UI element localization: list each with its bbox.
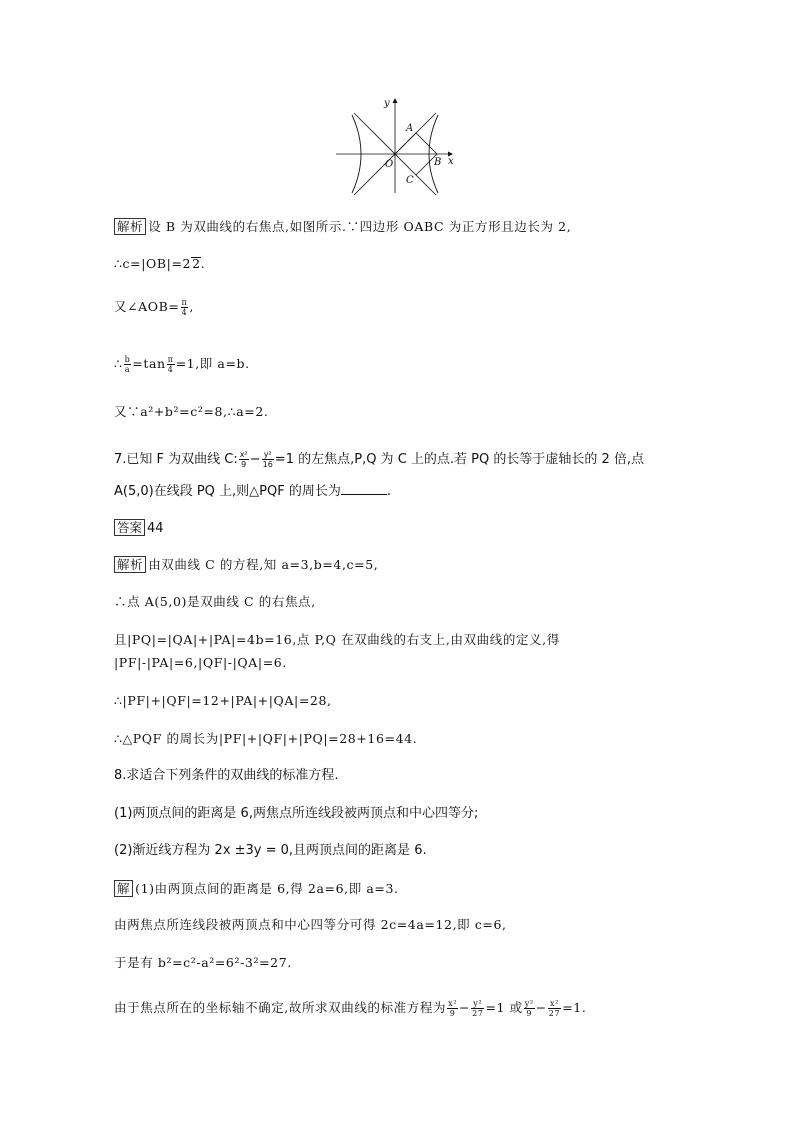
q8-title: 8.求适合下列条件的双曲线的标准方程. bbox=[114, 768, 339, 783]
frac-num: x² bbox=[548, 999, 561, 1009]
p6-line-1 bbox=[114, 218, 571, 235]
sqrt-two: 2 bbox=[192, 256, 201, 271]
frac-num: π bbox=[181, 298, 188, 307]
p6-line-4 bbox=[114, 355, 250, 374]
frac-den: 27 bbox=[472, 1009, 484, 1018]
q8-sol-text-4c: =1. bbox=[562, 1000, 587, 1015]
p6-text-3b: , bbox=[189, 299, 194, 314]
frac-y2-16 bbox=[262, 450, 274, 469]
frac-num: b bbox=[124, 355, 131, 364]
frac-num: y² bbox=[524, 999, 534, 1008]
minus-sign: − bbox=[535, 1000, 547, 1015]
q7-sol-text-1: 由双曲线 C 的方程,知 a=3,b=4,c=5, bbox=[148, 557, 379, 572]
frac-x2-27 bbox=[548, 999, 561, 1018]
jiexi-tag: 解析 bbox=[114, 218, 146, 235]
label-A: A bbox=[406, 123, 414, 134]
q8-sol-1 bbox=[114, 880, 399, 897]
label-x: x bbox=[448, 156, 454, 167]
answer-blank bbox=[341, 482, 387, 495]
frac-num: x² bbox=[448, 999, 457, 1008]
p6-text-2c: . bbox=[200, 256, 206, 271]
minus-sign: − bbox=[249, 452, 261, 467]
frac-den: 9 bbox=[449, 1009, 456, 1018]
frac-y2-9 bbox=[524, 999, 535, 1018]
q8-sol-3: 于是有 b²=c²-a²=6²-3²=27. bbox=[114, 955, 292, 970]
frac-den: a bbox=[124, 365, 131, 374]
q7-sol-3: 且|PQ|=|QA|+|PA|=4b=16,点 P,Q 在双曲线的右支上,由双曲线的定义,得 bbox=[114, 632, 560, 647]
frac-num: y² bbox=[471, 999, 484, 1009]
hyperbola-figure bbox=[334, 95, 464, 195]
q7-sol-2: ∴点 A(5,0)是双曲线 C 的右焦点, bbox=[114, 594, 316, 609]
frac-y2-27 bbox=[471, 999, 484, 1018]
q8-condition-2: (2)渐近线方程为 2x ±3y = 0,且两顶点间的距离是 6. bbox=[114, 843, 427, 858]
frac-den: 9 bbox=[526, 1009, 533, 1018]
q7-sol-5: ∴|PF|+|QF|=12+|PA|+|QA|=28, bbox=[114, 693, 332, 708]
p6-text-3a: 又∠AOB= bbox=[114, 299, 180, 314]
q7-sol-1 bbox=[114, 556, 378, 573]
frac-x2-9 bbox=[239, 450, 249, 469]
y-axis-arrow bbox=[393, 98, 398, 103]
frac-b-a bbox=[124, 355, 132, 374]
q7-text-1a: 7.已知 F 为双曲线 C: bbox=[114, 452, 238, 467]
jie-tag: 解 bbox=[114, 880, 133, 897]
q8-sol-2: 由两焦点所连线段被两顶点和中心四等分可得 2c=4a=12,即 c=6, bbox=[114, 917, 507, 932]
frac-pi-4 bbox=[181, 298, 189, 317]
q7-sol-4: |PF|-|PA|=6,|QF|-|QA|=6. bbox=[114, 655, 287, 670]
p6-text-2a: ∴c=|OB|=2 bbox=[114, 256, 192, 271]
q8-sol-text-1: (1)由两顶点间的距离是 6,得 2a=6,即 a=3. bbox=[135, 881, 399, 896]
p6-text-4a: ∴ bbox=[114, 356, 123, 371]
frac-pi-4-tan bbox=[167, 355, 175, 374]
p6-text-4c: =1,即 a=b. bbox=[175, 356, 250, 371]
frac-x2-9b bbox=[447, 999, 458, 1018]
q7-answer-line bbox=[114, 519, 164, 537]
q7-line-1 bbox=[114, 450, 644, 469]
p6-line-5: 又∵a²+b²=c²=8,∴a=2. bbox=[114, 404, 269, 419]
p6-line-3 bbox=[114, 298, 194, 317]
answer-tag: 答案 bbox=[114, 519, 145, 536]
minus-sign: − bbox=[459, 1000, 471, 1015]
q7-text-1b: =1 的左焦点,P,Q 为 C 上的点.若 PQ 的长等于虚轴长的 2 倍,点 bbox=[274, 452, 645, 467]
label-O: O bbox=[385, 159, 394, 170]
q8-sol-text-4a: 由于焦点所在的坐标轴不确定,故所求双曲线的标准方程为 bbox=[114, 1000, 447, 1015]
frac-den: 4 bbox=[167, 365, 174, 374]
p6-line-2 bbox=[114, 256, 205, 272]
frac-den: 16 bbox=[262, 460, 273, 469]
answer-value: 44 bbox=[147, 521, 164, 536]
q8-sol-4 bbox=[114, 999, 586, 1018]
frac-den: 9 bbox=[241, 460, 247, 469]
q7-line-2 bbox=[114, 482, 391, 500]
frac-den: 4 bbox=[181, 308, 188, 317]
q7-sol-6: ∴△PQF 的周长为|PF|+|QF|+|PQ|=28+16=44. bbox=[114, 731, 418, 746]
q8-sol-text-4b: =1 或 bbox=[485, 1000, 523, 1015]
p6-text-4b: =tan bbox=[132, 356, 166, 371]
label-B: B bbox=[434, 157, 442, 168]
frac-num: π bbox=[167, 355, 174, 364]
frac-den: 27 bbox=[548, 1009, 561, 1018]
frac-num: x² bbox=[239, 450, 248, 459]
frac-num: y² bbox=[262, 450, 274, 460]
q7-text-2a: A(5,0)在线段 PQ 上,则△PQF 的周长为 bbox=[114, 484, 341, 499]
jiexi-tag: 解析 bbox=[114, 556, 146, 573]
q7-text-2b: . bbox=[386, 484, 391, 499]
label-y: y bbox=[384, 98, 390, 109]
label-C: C bbox=[406, 175, 414, 186]
p6-text-1: 设 B 为双曲线的右焦点,如图所示.∵四边形 OABC 为正方形且边长为 2, bbox=[148, 219, 572, 234]
q8-condition-1: (1)两顶点间的距离是 6,两焦点所连线段被两顶点和中心四等分; bbox=[114, 806, 479, 821]
